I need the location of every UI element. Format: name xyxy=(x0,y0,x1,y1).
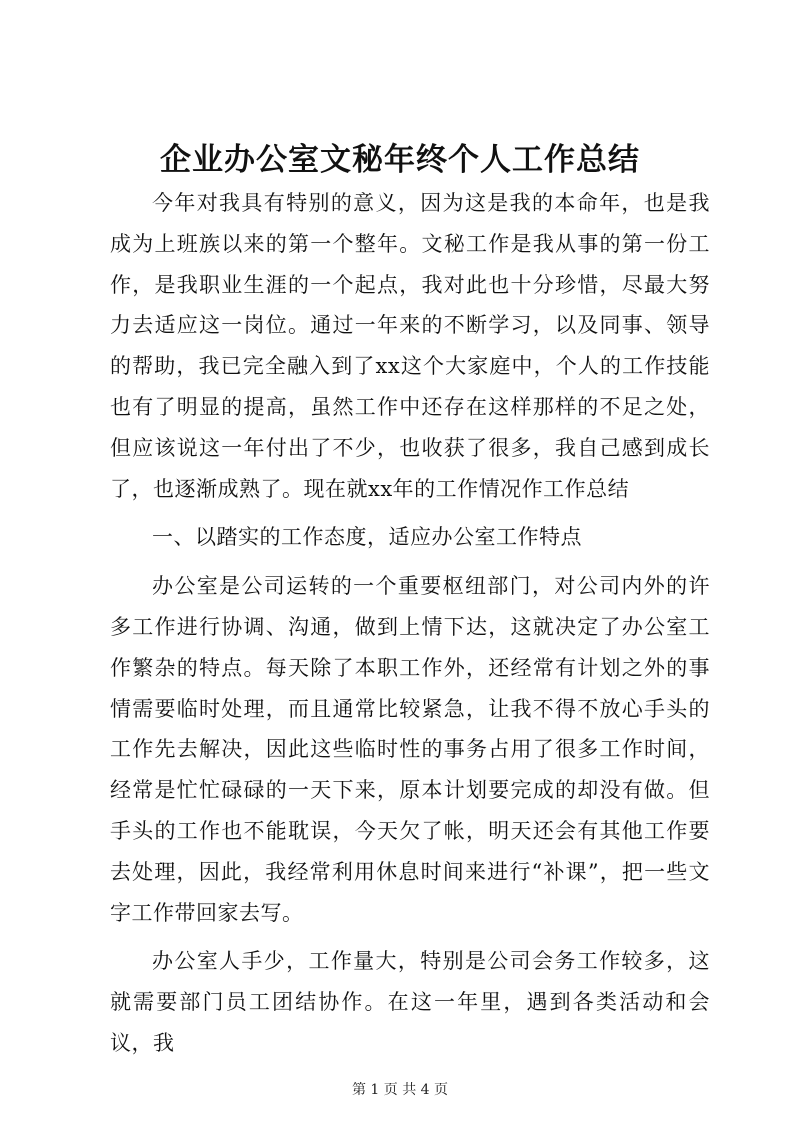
document-body xyxy=(110,183,710,1064)
paragraph-office-work: 办公室是公司运转的一个重要枢纽部门，对公司内外的许多工作进行协调、沟通，做到上情下达，这就决定了办公室工作繁杂的特点。每天除了本职工作外，还经常有计划之外的事情需要临时处理，而且通常比较紧急，让我不得不放心手头的工作先去解决，因此这些临时性的事务占用了很多工作时间，经常是忙忙碌碌的一天下来，原本计划要完成的却没有做。但手头的工作也不能耽误，今天欠了帐，明天还会有其他工作要去处理，因此，我经常利用休息时间来进行“补课”，把一些文字工作带回家去写。 xyxy=(110,574,710,925)
paragraph-intro: 今年对我具有特别的意义，因为这是我的本命年，也是我成为上班族以来的第一个整年。文秘工作是我从事的第一份工作，是我职业生涯的一个起点，我对此也十分珍惜，尽最大努力去适应这一岗位。通过一年来的不断学习，以及同事、领导的帮助，我已完全融入到了xx这个大家庭中，个人的工作技能也有了明显的提高，虽然工作中还存在这样那样的不足之处，但应该说这一年付出了不少，也收获了很多，我自己感到成长了，也逐渐成熟了。现在就xx年的工作情况作工作总结 xyxy=(110,191,710,501)
document-title: 企业办公室文秘年终个人工作总结 xyxy=(160,142,640,178)
page-number-footer: 第 1 页 共 4 页 xyxy=(351,1082,449,1098)
paragraph-teamwork: 办公室人手少，工作量大，特别是公司会务工作较多，这就需要部门员工团结协作。在这一年里，遇到各类活动和会议，我 xyxy=(110,949,710,1055)
section-heading-1: 一、以踏实的工作态度，适应办公室工作特点 xyxy=(152,525,582,550)
